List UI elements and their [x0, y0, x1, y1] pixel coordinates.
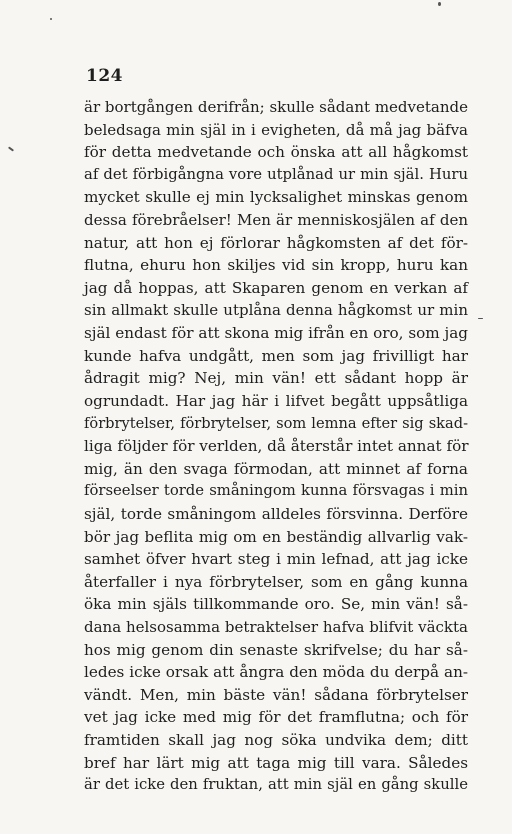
text-line: förbrytelser, förbrytelser, som lemna efter sig skad- — [84, 414, 468, 432]
text-line: ledes icke orsak att ångra den möda du derpå an- — [84, 663, 468, 682]
text-line: jag då hoppas, att Skaparen genom en verkan af — [84, 278, 468, 297]
text-line: mig, än den svaga förmodan, att minnet af forna — [84, 459, 468, 478]
body-text — [84, 96, 468, 797]
text-line: själ, torde småningom alldeles försvinna. Derföre — [84, 504, 468, 523]
text-line: samhet öfver hvart steg i min lefnad, att jag icke — [84, 550, 468, 569]
text-line: bör jag beflita mig om en beständig allvarlig vak- — [84, 527, 468, 546]
text-line: framtiden skall jag nog söka undvika dem; ditt — [84, 731, 468, 750]
text-line: vändt. Men, min bäste vän! sådana förbrytelser — [84, 685, 468, 704]
text-line: beledsaga min själ in i evigheten, då må jag bäfva — [84, 120, 468, 139]
print-speck — [438, 2, 441, 6]
text-line: ogrundadt. Har jag här i lifvet begått uppsåtliga — [84, 391, 468, 410]
text-line: själ endast för att skona mig ifrån en oro, som jag — [84, 324, 468, 343]
text-line: för detta medvetande och önska att all hågkomst — [84, 143, 468, 162]
text-line: vet jag icke med mig för det framflutna; och för — [84, 708, 468, 727]
text-line: bref har lärt mig att taga mig till vara. Således — [84, 753, 468, 772]
text-line: liga följder för verlden, då återstår intet annat för — [84, 437, 469, 456]
text-line: ådragit mig? Nej, min vän! ett sådant hopp är — [84, 369, 468, 388]
text-line: förseelser torde småningom kunna försvagas i min — [84, 482, 468, 500]
text-line: flutna, ehuru hon skiljes vid sin kropp, huru kan — [84, 256, 468, 275]
text-line: natur, att hon ej förlorar hågkomsten af det för- — [84, 233, 468, 252]
text-line: är bortgången derifrån; skulle sådant medvetande — [84, 98, 468, 116]
print-speck — [478, 318, 483, 319]
text-line: öka min själs tillkommande oro. Se, min vän! så- — [84, 595, 468, 614]
text-line: sin allmakt skulle utplåna denna hågkomst ur min — [84, 301, 468, 320]
print-speck — [50, 18, 52, 20]
page-number: 124 — [86, 66, 123, 86]
text-line: mycket skulle ej min lycksalighet minskas genom — [84, 188, 468, 207]
text-line: kunde hafva undgått, men som jag frivilligt har — [84, 346, 468, 365]
print-speck — [8, 146, 14, 151]
text-line: återfaller i nya förbrytelser, som en gång kunna — [84, 572, 468, 591]
text-line: är det icke den fruktan, att min själ en gång skulle — [84, 776, 468, 794]
text-line: hos mig genom din senaste skrifvelse; du har så- — [84, 640, 468, 659]
text-line: dessa förebråelser! Men är menniskosjälen af den — [84, 211, 468, 230]
text-line: af det förbigångna vore utplånad ur min själ. Huru — [84, 165, 468, 183]
text-line: dana helsosamma betraktelser hafva blifvit väckta — [84, 618, 468, 637]
